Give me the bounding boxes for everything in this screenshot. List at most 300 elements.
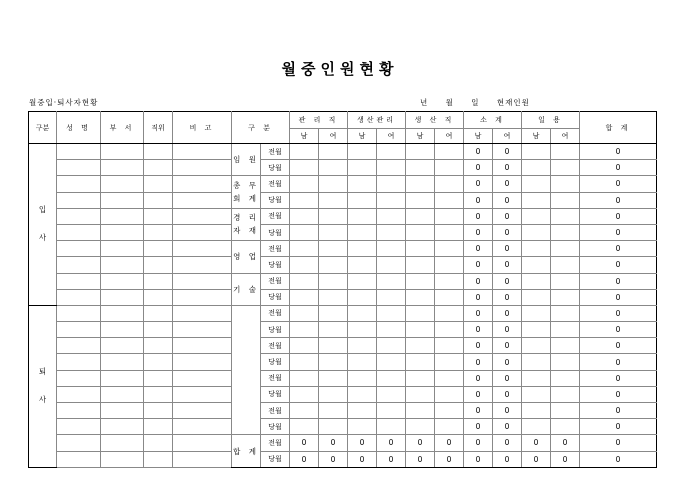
remark-cell[interactable] (173, 208, 232, 224)
count-cell[interactable] (522, 370, 551, 386)
count-cell[interactable] (551, 419, 580, 435)
position-cell[interactable] (144, 144, 173, 160)
count-cell[interactable]: 0 (377, 451, 406, 467)
category-label: 총 무 회 계 (232, 176, 261, 208)
count-cell[interactable]: 0 (493, 354, 522, 370)
count-cell[interactable]: 0 (464, 289, 493, 305)
count-cell[interactable] (290, 289, 319, 305)
dept-cell[interactable] (101, 435, 144, 451)
count-cell[interactable] (377, 419, 406, 435)
name-cell[interactable] (57, 370, 101, 386)
name-cell[interactable] (57, 176, 101, 192)
count-cell[interactable]: 0 (464, 386, 493, 402)
count-cell[interactable] (522, 208, 551, 224)
count-cell[interactable] (551, 144, 580, 160)
count-cell[interactable] (290, 354, 319, 370)
count-cell[interactable] (290, 241, 319, 257)
count-cell[interactable] (319, 419, 348, 435)
count-cell[interactable]: 0 (493, 192, 522, 208)
count-cell[interactable] (377, 224, 406, 240)
count-cell[interactable] (290, 338, 319, 354)
name-cell[interactable] (57, 322, 101, 338)
remark-cell[interactable] (173, 386, 232, 402)
count-cell[interactable]: 0 (464, 257, 493, 273)
count-cell[interactable]: 0 (493, 208, 522, 224)
dept-cell[interactable] (101, 160, 144, 176)
count-cell[interactable] (377, 241, 406, 257)
count-cell[interactable]: 0 (290, 451, 319, 467)
count-cell[interactable] (522, 338, 551, 354)
count-cell[interactable]: 0 (464, 160, 493, 176)
count-cell[interactable] (377, 338, 406, 354)
name-cell[interactable] (57, 160, 101, 176)
count-cell[interactable] (406, 338, 435, 354)
count-cell[interactable] (290, 144, 319, 160)
dept-cell[interactable] (101, 386, 144, 402)
dept-cell[interactable] (101, 241, 144, 257)
position-cell[interactable] (144, 338, 173, 354)
count-cell[interactable] (348, 289, 377, 305)
count-cell[interactable] (551, 322, 580, 338)
name-cell[interactable] (57, 435, 101, 451)
count-cell[interactable]: 0 (464, 208, 493, 224)
name-cell[interactable] (57, 192, 101, 208)
count-cell[interactable]: 0 (493, 224, 522, 240)
count-cell[interactable] (348, 419, 377, 435)
count-cell[interactable] (435, 354, 464, 370)
count-cell[interactable] (319, 322, 348, 338)
count-cell[interactable]: 0 (464, 403, 493, 419)
dept-cell[interactable] (101, 144, 144, 160)
dept-cell[interactable] (101, 176, 144, 192)
count-cell[interactable] (377, 257, 406, 273)
count-cell[interactable]: 0 (464, 419, 493, 435)
category-label: 기 술 (232, 273, 261, 305)
position-cell[interactable] (144, 192, 173, 208)
count-cell[interactable] (435, 224, 464, 240)
count-cell[interactable] (377, 403, 406, 419)
count-cell[interactable] (319, 403, 348, 419)
count-cell[interactable]: 0 (464, 435, 493, 451)
position-cell[interactable] (144, 370, 173, 386)
total-cell: 0 (580, 257, 657, 273)
count-cell[interactable]: 0 (435, 451, 464, 467)
count-cell[interactable] (551, 257, 580, 273)
remark-cell[interactable] (173, 160, 232, 176)
name-cell[interactable] (57, 208, 101, 224)
count-cell[interactable] (377, 322, 406, 338)
count-cell[interactable] (522, 192, 551, 208)
count-cell[interactable] (522, 386, 551, 402)
count-cell[interactable] (406, 273, 435, 289)
count-cell[interactable] (319, 370, 348, 386)
count-cell[interactable] (522, 176, 551, 192)
count-cell[interactable] (551, 176, 580, 192)
count-cell[interactable] (551, 305, 580, 321)
count-cell[interactable]: 0 (319, 451, 348, 467)
count-cell[interactable] (319, 241, 348, 257)
count-cell[interactable] (551, 192, 580, 208)
count-cell[interactable] (290, 370, 319, 386)
count-cell[interactable]: 0 (406, 451, 435, 467)
remark-cell[interactable] (173, 403, 232, 419)
count-cell[interactable]: 0 (493, 176, 522, 192)
count-cell[interactable] (435, 144, 464, 160)
count-cell[interactable] (290, 419, 319, 435)
header-female: 여 (377, 129, 406, 144)
count-cell[interactable] (522, 224, 551, 240)
count-cell[interactable] (435, 160, 464, 176)
count-cell[interactable]: 0 (464, 176, 493, 192)
count-cell[interactable] (377, 208, 406, 224)
count-cell[interactable] (522, 354, 551, 370)
count-cell[interactable]: 0 (464, 273, 493, 289)
position-cell[interactable] (144, 289, 173, 305)
dept-cell[interactable] (101, 338, 144, 354)
count-cell[interactable]: 0 (464, 224, 493, 240)
count-cell[interactable] (406, 305, 435, 321)
count-cell[interactable]: 0 (493, 370, 522, 386)
count-cell[interactable] (551, 386, 580, 402)
count-cell[interactable]: 0 (493, 322, 522, 338)
category-label: 경 리 자 재 (232, 208, 261, 240)
remark-cell[interactable] (173, 192, 232, 208)
count-cell[interactable] (290, 176, 319, 192)
count-cell[interactable] (435, 208, 464, 224)
remark-cell[interactable] (173, 273, 232, 289)
count-cell[interactable] (319, 192, 348, 208)
count-cell[interactable] (406, 176, 435, 192)
position-cell[interactable] (144, 305, 173, 321)
count-cell[interactable] (348, 208, 377, 224)
position-cell[interactable] (144, 322, 173, 338)
count-cell[interactable] (290, 208, 319, 224)
count-cell[interactable]: 0 (406, 435, 435, 451)
total-cell: 0 (580, 176, 657, 192)
count-cell[interactable] (348, 160, 377, 176)
count-cell[interactable] (406, 354, 435, 370)
count-cell[interactable] (522, 322, 551, 338)
count-cell[interactable] (377, 289, 406, 305)
this-month-label: 당월 (261, 224, 290, 240)
table-row (29, 192, 657, 208)
count-cell[interactable] (551, 289, 580, 305)
count-cell[interactable]: 0 (464, 192, 493, 208)
name-cell[interactable] (57, 386, 101, 402)
remark-cell[interactable] (173, 419, 232, 435)
count-cell[interactable] (377, 144, 406, 160)
count-cell[interactable] (522, 241, 551, 257)
count-cell[interactable] (348, 305, 377, 321)
count-cell[interactable]: 0 (493, 160, 522, 176)
count-cell[interactable] (435, 257, 464, 273)
remark-cell[interactable] (173, 370, 232, 386)
dept-cell[interactable] (101, 257, 144, 273)
position-cell[interactable] (144, 224, 173, 240)
count-cell[interactable] (406, 386, 435, 402)
count-cell[interactable] (377, 354, 406, 370)
count-cell[interactable] (290, 305, 319, 321)
total-cell: 0 (580, 144, 657, 160)
count-cell[interactable]: 0 (493, 435, 522, 451)
position-cell[interactable] (144, 435, 173, 451)
count-cell[interactable]: 0 (551, 451, 580, 467)
count-cell[interactable] (551, 403, 580, 419)
count-cell[interactable] (348, 338, 377, 354)
dept-cell[interactable] (101, 370, 144, 386)
count-cell[interactable] (348, 224, 377, 240)
count-cell[interactable] (522, 305, 551, 321)
position-cell[interactable] (144, 257, 173, 273)
remark-cell[interactable] (173, 241, 232, 257)
count-cell[interactable]: 0 (290, 435, 319, 451)
dept-cell[interactable] (101, 208, 144, 224)
count-cell[interactable]: 0 (493, 338, 522, 354)
count-cell[interactable] (348, 241, 377, 257)
count-cell[interactable]: 0 (493, 289, 522, 305)
count-cell[interactable] (348, 403, 377, 419)
dept-cell[interactable] (101, 289, 144, 305)
count-cell[interactable] (290, 224, 319, 240)
count-cell[interactable] (348, 192, 377, 208)
count-cell[interactable] (348, 176, 377, 192)
count-cell[interactable] (435, 241, 464, 257)
position-cell[interactable] (144, 354, 173, 370)
dept-cell[interactable] (101, 419, 144, 435)
count-cell[interactable]: 0 (435, 435, 464, 451)
count-cell[interactable]: 0 (493, 144, 522, 160)
count-cell[interactable] (406, 322, 435, 338)
name-cell[interactable] (57, 257, 101, 273)
count-cell[interactable] (435, 289, 464, 305)
name-cell[interactable] (57, 305, 101, 321)
count-cell[interactable] (348, 370, 377, 386)
count-cell[interactable] (319, 386, 348, 402)
count-cell[interactable] (435, 419, 464, 435)
count-cell[interactable] (522, 273, 551, 289)
count-cell[interactable] (522, 144, 551, 160)
name-cell[interactable] (57, 144, 101, 160)
count-cell[interactable] (319, 354, 348, 370)
count-cell[interactable] (522, 160, 551, 176)
total-cell: 0 (580, 160, 657, 176)
remark-cell[interactable] (173, 322, 232, 338)
count-cell[interactable] (435, 338, 464, 354)
table-row (29, 160, 657, 176)
count-cell[interactable]: 0 (493, 305, 522, 321)
count-cell[interactable] (435, 322, 464, 338)
count-cell[interactable] (319, 257, 348, 273)
dept-cell[interactable] (101, 403, 144, 419)
table-row (29, 241, 657, 257)
count-cell[interactable]: 0 (493, 257, 522, 273)
total-cell: 0 (580, 435, 657, 451)
count-cell[interactable] (551, 224, 580, 240)
count-cell[interactable] (377, 273, 406, 289)
count-cell[interactable]: 0 (348, 451, 377, 467)
count-cell[interactable] (290, 273, 319, 289)
count-cell[interactable] (406, 289, 435, 305)
name-cell[interactable] (57, 241, 101, 257)
count-cell[interactable] (551, 354, 580, 370)
count-cell[interactable] (290, 322, 319, 338)
count-cell[interactable] (406, 257, 435, 273)
position-cell[interactable] (144, 419, 173, 435)
remark-cell[interactable] (173, 435, 232, 451)
count-cell[interactable] (406, 370, 435, 386)
count-cell[interactable] (406, 144, 435, 160)
remark-cell[interactable] (173, 354, 232, 370)
count-cell[interactable] (435, 273, 464, 289)
remark-cell[interactable] (173, 176, 232, 192)
count-cell[interactable] (348, 144, 377, 160)
remark-cell[interactable] (173, 305, 232, 321)
count-cell[interactable] (290, 192, 319, 208)
count-cell[interactable]: 0 (493, 241, 522, 257)
count-cell[interactable]: 0 (319, 435, 348, 451)
count-cell[interactable] (319, 208, 348, 224)
header-group: 생 산 직 (406, 112, 464, 129)
count-cell[interactable] (348, 257, 377, 273)
count-cell[interactable]: 0 (493, 403, 522, 419)
count-cell[interactable] (435, 176, 464, 192)
count-cell[interactable] (435, 305, 464, 321)
count-cell[interactable] (377, 370, 406, 386)
name-cell[interactable] (57, 403, 101, 419)
count-cell[interactable] (377, 386, 406, 402)
dept-cell[interactable] (101, 305, 144, 321)
name-cell[interactable] (57, 289, 101, 305)
count-cell[interactable] (435, 192, 464, 208)
count-cell[interactable] (319, 289, 348, 305)
dept-cell[interactable] (101, 273, 144, 289)
count-cell[interactable] (406, 224, 435, 240)
count-cell[interactable] (377, 176, 406, 192)
count-cell[interactable] (290, 403, 319, 419)
count-cell[interactable] (551, 273, 580, 289)
dept-cell[interactable] (101, 451, 144, 467)
count-cell[interactable] (406, 241, 435, 257)
count-cell[interactable] (319, 305, 348, 321)
name-cell[interactable] (57, 338, 101, 354)
count-cell[interactable] (406, 403, 435, 419)
count-cell[interactable] (377, 305, 406, 321)
dept-cell[interactable] (101, 322, 144, 338)
count-cell[interactable] (551, 370, 580, 386)
count-cell[interactable] (377, 192, 406, 208)
this-month-label: 당월 (261, 289, 290, 305)
count-cell[interactable]: 0 (464, 338, 493, 354)
remark-cell[interactable] (173, 257, 232, 273)
name-cell[interactable] (57, 273, 101, 289)
count-cell[interactable] (319, 338, 348, 354)
count-cell[interactable] (522, 289, 551, 305)
count-cell[interactable] (435, 370, 464, 386)
position-cell[interactable] (144, 451, 173, 467)
count-cell[interactable]: 0 (464, 354, 493, 370)
count-cell[interactable]: 0 (464, 451, 493, 467)
count-cell[interactable] (522, 403, 551, 419)
count-cell[interactable]: 0 (464, 144, 493, 160)
count-cell[interactable] (377, 160, 406, 176)
position-cell[interactable] (144, 176, 173, 192)
count-cell[interactable]: 0 (522, 435, 551, 451)
count-cell[interactable] (290, 160, 319, 176)
position-cell[interactable] (144, 208, 173, 224)
count-cell[interactable] (319, 144, 348, 160)
dept-cell[interactable] (101, 354, 144, 370)
count-cell[interactable] (435, 386, 464, 402)
count-cell[interactable]: 0 (551, 435, 580, 451)
count-cell[interactable] (522, 257, 551, 273)
count-cell[interactable]: 0 (464, 322, 493, 338)
count-cell[interactable] (406, 419, 435, 435)
position-cell[interactable] (144, 386, 173, 402)
count-cell[interactable]: 0 (464, 305, 493, 321)
name-cell[interactable] (57, 224, 101, 240)
count-cell[interactable] (319, 224, 348, 240)
remark-cell[interactable] (173, 144, 232, 160)
count-cell[interactable]: 0 (493, 419, 522, 435)
dept-cell[interactable] (101, 192, 144, 208)
position-cell[interactable] (144, 160, 173, 176)
name-cell[interactable] (57, 419, 101, 435)
count-cell[interactable] (551, 208, 580, 224)
count-cell[interactable] (290, 386, 319, 402)
count-cell[interactable] (348, 322, 377, 338)
count-cell[interactable] (290, 257, 319, 273)
count-cell[interactable] (406, 192, 435, 208)
dept-cell[interactable] (101, 224, 144, 240)
count-cell[interactable]: 0 (493, 273, 522, 289)
position-cell[interactable] (144, 403, 173, 419)
count-cell[interactable] (551, 160, 580, 176)
position-cell[interactable] (144, 241, 173, 257)
name-cell[interactable] (57, 354, 101, 370)
count-cell[interactable] (319, 160, 348, 176)
remark-cell[interactable] (173, 224, 232, 240)
count-cell[interactable] (319, 176, 348, 192)
count-cell[interactable] (348, 386, 377, 402)
remark-cell[interactable] (173, 289, 232, 305)
remark-cell[interactable] (173, 338, 232, 354)
count-cell[interactable] (348, 273, 377, 289)
prev-month-label: 전월 (261, 144, 290, 160)
count-cell[interactable]: 0 (493, 386, 522, 402)
count-cell[interactable] (551, 338, 580, 354)
remark-cell[interactable] (173, 451, 232, 467)
count-cell[interactable] (319, 273, 348, 289)
count-cell[interactable] (348, 354, 377, 370)
count-cell[interactable] (406, 160, 435, 176)
count-cell[interactable]: 0 (522, 451, 551, 467)
count-cell[interactable]: 0 (348, 435, 377, 451)
prev-month-label: 전월 (261, 176, 290, 192)
count-cell[interactable] (435, 403, 464, 419)
count-cell[interactable]: 0 (464, 241, 493, 257)
count-cell[interactable]: 0 (493, 451, 522, 467)
total-cell: 0 (580, 241, 657, 257)
count-cell[interactable] (551, 241, 580, 257)
total-cell: 0 (580, 289, 657, 305)
count-cell[interactable]: 0 (377, 435, 406, 451)
count-cell[interactable]: 0 (464, 370, 493, 386)
count-cell[interactable] (522, 419, 551, 435)
name-cell[interactable] (57, 451, 101, 467)
count-cell[interactable] (406, 208, 435, 224)
position-cell[interactable] (144, 273, 173, 289)
header-gubun2: 구 분 (232, 112, 290, 144)
